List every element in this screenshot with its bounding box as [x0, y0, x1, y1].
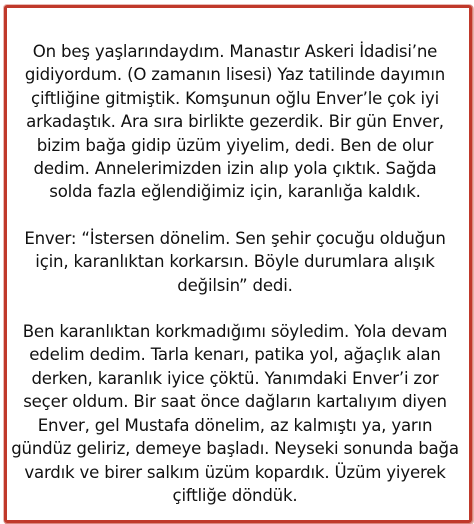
paragraph-2: Enver: “İstersen dönelim. Sen şehir çocuğu olduğun için, karanlıktan korkarsın. Böyle durumlara alışık değilsin” dedi. [24, 228, 446, 295]
story-text [10, 40, 460, 507]
paragraph-1: On beş yaşlarındaydım. Manastır Askeri İdadisi’ne gidiyordum. (O zamanın lisesi) Yaz tatilinde dayımın çiftliğine gitmiştik. Komşunun oğlu Enver’le çok iyi arkadaştık. Ara sıra birlikte gezerdik. Bir gün Enver, bizim bağa gidip üzüm yiyelim, dedi. Ben de olur dedim. Annelerimizden izin alıp yola çıktık. Sağda solda fazla eğlendiğimiz için, karanlığa kaldık. [24, 42, 446, 202]
paragraph-spacer [10, 204, 460, 227]
paragraph-spacer [10, 297, 460, 320]
paragraph-3: Ben karanlıktan korkmadığımı söyledim. Yola devam edelim dedim. Tarla kenarı, patika yol, ağaçlık alan derken, karanlık iyice çöktü. Yanımdaki Enver’i zor seçer oldum. Bir saat önce dağların kartalıyım diyen Enver, gel Mustafa dönelim, az kalmıştı ya, yarın gündüz geliriz, demeye başladı. Neyseki sonunda bağa vardık ve birer salkım üzüm kopardık. Üzüm yiyerek çiftliğe döndük. [11, 322, 459, 505]
